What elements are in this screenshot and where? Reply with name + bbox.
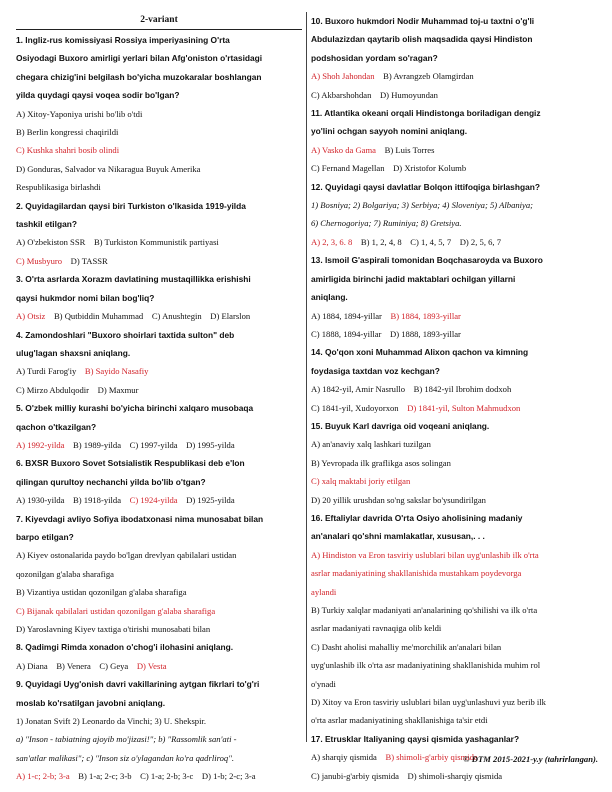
answer-option: D) Xitoy va Eron tasviriy uslublari bilan uyg'unlashuvi yuz berib ilk xyxy=(311,697,546,708)
answer-option: A) Diana B) Venera C) Geya xyxy=(16,660,137,671)
answer-option: C) Mirzo Abdulqodir D) Maxmur xyxy=(16,384,139,395)
answer-options-line xyxy=(311,399,600,417)
correct-answer: A) 1-c; 2-b; 3-a xyxy=(16,771,70,782)
answer-option: A) an'anaviy xalq lashkari tuzilgan xyxy=(311,439,431,450)
correct-answer: A) Hindiston va Eron tasviriy uslublari bilan uyg'unlashib ilk o'rta xyxy=(311,549,539,560)
question-text: 9. Quyidagi Uyg'onish davri vakillarining aytgan fikrlari to'g'ri xyxy=(16,679,260,690)
correct-answer: D) Vesta xyxy=(136,660,167,671)
answer-option: A) 1884, 1894-yillar xyxy=(311,310,391,321)
question-text: barpo etilgan? xyxy=(16,531,74,542)
question-text: podshosidan yordam so'ragan? xyxy=(311,52,438,63)
answer-option: 6) Chernogoriya; 7) Ruminiya; 8) Gretsiya. xyxy=(311,218,462,229)
answer-option: C) 1888, 1894-yillar D) 1888, 1893-yillar xyxy=(311,328,461,339)
answer-option: D) Yaroslavning Kiyev taxtiga o'tirishi munosabati bilan xyxy=(16,624,211,634)
left-column xyxy=(16,12,302,786)
answer-option: D) TASSR xyxy=(62,255,108,266)
answer-option: B) 1-a; 2-c; 3-b C) 1-a; 2-b; 3-c D) 1-b; 2-c; 3-a xyxy=(69,771,256,782)
answer-option: A) Xitoy-Yaponiya urishi bo'lib o'tdi xyxy=(16,108,143,119)
question-text: Osiyodagi Buxoro amirligi yerlari bilan Afg'oniston o'rtasidagi xyxy=(16,53,263,64)
question-text: 8. Qadimgi Rimda xonadon o'chog'i ilohasini aniqlang. xyxy=(16,642,234,653)
answer-options-line xyxy=(311,307,600,325)
answer-option: D) Gonduras, Salvador va Nikaragua Buyuk Amerika xyxy=(16,163,201,174)
answer-option: C) 1841-yil, Xudoyorxon xyxy=(311,402,408,413)
correct-answer: B) shimoli-g'arbiy qismida xyxy=(385,752,478,763)
answer-option: A) Turdi Farog'iy xyxy=(16,366,85,377)
correct-answer: C) Bijanak qabilalari ustidan qozonilgan g'alaba sharafiga xyxy=(16,605,216,616)
answer-option: B) Berlin kongressi chaqirildi xyxy=(16,127,119,138)
answer-option: D) 1925-yilda xyxy=(177,495,235,506)
answer-option: C) Fernand Magellan D) Xristofor Kolumb xyxy=(311,163,467,174)
answer-options-line xyxy=(16,767,302,785)
question-text: 1. Ingliz-rus komissiyasi Rossiya imperiyasining O'rta xyxy=(16,35,230,45)
correct-answer: A) Vasko da Gama xyxy=(311,144,376,155)
question-text: 7. Kiyevdagi avliyo Sofiya ibodatxonasi nima munosabat bilan xyxy=(16,513,264,524)
answer-options-line xyxy=(311,141,600,159)
answer-option: D) 20 yillik urushdan so'ng sakslar bo'ysundirilgan xyxy=(311,494,486,505)
correct-answer: D) 1841-yil, Sulton Mahmudxon xyxy=(407,402,521,413)
right-column xyxy=(311,12,600,785)
correct-answer: aylandi xyxy=(311,586,337,597)
answer-options-line xyxy=(16,307,302,325)
left-question-list xyxy=(16,31,302,786)
answer-option: B) Yevropada ilk graflikga asos solingan xyxy=(311,457,451,468)
answer-option: B) Vizantiya ustidan qozonilgan g'alaba sharafiga xyxy=(16,587,187,598)
answer-option: B) Turkiy xalqlar madaniyati an'analarining qo'shilishi va ilk o'rta xyxy=(311,605,538,615)
answer-options-line xyxy=(311,67,600,85)
answer-options-line xyxy=(16,657,302,675)
answer-option: 1) Jonatan Svift 2) Leonardo da Vinchi; 3) U. Shekspir. xyxy=(16,716,207,727)
question-text: amirligida birinchi jadid maktablari ochilgan yillarni xyxy=(311,273,516,284)
answer-option: 1) Bosniya; 2) Bolgariya; 3) Serbiya; 4) Sloveniya; 5) Albaniya; xyxy=(311,200,534,211)
answer-option: B) Qutbiddin Muhammad C) Anushtegin D) Elarslon xyxy=(45,311,251,322)
answer-option: o'ynadi xyxy=(311,678,336,689)
answer-option: san'atlar malikasi"; c) "Inson siz o'ylagandan ko'ra qadrliroq". xyxy=(16,752,234,763)
question-text: ulug'lagan shaxsni aniqlang. xyxy=(16,347,131,358)
correct-answer: A) Otsiz xyxy=(16,311,46,322)
question-text: Abdulazizdan qaytarib olish maqsadida qaysi Hindiston xyxy=(311,34,533,45)
answer-options-line xyxy=(311,233,600,251)
correct-answer: B) 1884, 1893-yillar xyxy=(390,310,461,321)
question-text: qaysi hukmdor nomi bilan bog'liq? xyxy=(16,292,155,303)
answer-option: B) Avrangzeb Olamgirdan xyxy=(374,71,474,82)
copyright-footer: © DTM 2015-2021-y.y (tahrirlangan). xyxy=(463,754,598,764)
question-text: yilda quydagi qaysi voqea sodir bo'lgan? xyxy=(16,90,180,101)
answer-option: a) "Inson - tabiatning ajoyib mo'jizasi!"; b) "Rassomlik san'ati - xyxy=(16,734,237,745)
answer-options-line xyxy=(16,491,302,509)
answer-option: A) O'zbekiston SSR B) Turkiston Kommunistik partiyasi xyxy=(16,237,219,248)
correct-answer: A) 2, 3, 6. 8 xyxy=(311,236,353,247)
question-text: 15. Buyuk Karl davriga oid voqeani aniqlang. xyxy=(311,420,490,431)
correct-answer: B) Sayido Nasafiy xyxy=(84,366,149,377)
variant-header: 2-variant xyxy=(16,12,302,30)
question-text: 2. Quyidagilardan qaysi biri Turkiston o'lkasida 1919-yilda xyxy=(16,200,246,211)
answer-option: uyg'unlashib ilk o'rta asr madaniyatining shakllanishida muhim rol xyxy=(311,660,541,671)
answer-option: qozonilgan g'alaba sharafiga xyxy=(16,568,114,579)
question-text: 12. Quyidagi qaysi davlatlar Bolqon ittifoqiga birlashgan? xyxy=(311,181,540,192)
question-text: 6. BXSR Buxoro Sovet Sotsialistik Respublikasi deb e'lon xyxy=(16,458,245,469)
answer-options-line xyxy=(16,362,302,380)
answer-option: o'rta asrlar madaniyatining shakllanishiga ta'sir etdi xyxy=(311,715,488,726)
question-text: 13. Ismoil G'aspirali tomonidan Boqchasaroyda va Buxoro xyxy=(311,255,543,266)
correct-answer: A) 1992-yilda xyxy=(16,439,65,450)
question-text: qilingan qurultoy nechanchi yilda bo'lib o'tgan? xyxy=(16,476,206,487)
question-text: chegara chizig'ini belgilash bo'yicha muzokaralar boshlangan xyxy=(16,71,262,82)
answer-option: C) Dasht aholisi mahalliy me'morchilik an'analari bilan xyxy=(311,641,502,652)
answer-option: A) 1930-yilda B) 1918-yilda xyxy=(16,495,130,506)
answer-option: B) 1989-yilda C) 1997-yilda D) 1995-yilda xyxy=(64,439,235,450)
question-text: 5. O'zbek milliy kurashi bo'yicha birinchi xalqaro musobaqa xyxy=(16,403,254,414)
question-text: 11. Atlantika okeani orqali Hindistonga boriladigan dengiz xyxy=(311,108,541,119)
correct-answer: A) Shoh Jahondan xyxy=(311,71,375,82)
correct-answer: C) Kushka shahri bosib olindi xyxy=(16,145,120,156)
correct-answer: asrlar madaniyatining shakllanishida mustahkam poydevorga xyxy=(311,568,522,579)
question-text: 17. Etrusklar Italiyaning qaysi qismida yashaganlar? xyxy=(311,733,520,744)
question-text: tashkil etilgan? xyxy=(16,219,77,230)
column-divider xyxy=(306,12,307,742)
answer-option: Respublikasiga birlashdi xyxy=(16,182,101,193)
answer-option: A) 1842-yil, Amir Nasrullo B) 1842-yil Ibrohim dodxoh xyxy=(311,384,512,395)
answer-options-line xyxy=(16,436,302,454)
question-text: 3. O'rta asrlarda Xorazm davlatining mustaqillikka erishishi xyxy=(16,274,251,285)
answer-option: B) 1, 2, 4, 8 C) 1, 4, 5, 7 D) 2, 5, 6, 7 xyxy=(352,236,502,247)
question-text: yo'lini ochgan sayyoh nomini aniqlang. xyxy=(311,126,468,137)
question-text: 16. Eftaliylar davrida O'rta Osiyo aholisining madaniy xyxy=(311,512,523,523)
correct-answer: C) 1924-yilda xyxy=(129,495,178,506)
answer-option: B) Luis Torres xyxy=(376,144,435,155)
answer-options-line xyxy=(16,252,302,270)
answer-option: C) Akbarshohdan D) Humoyundan xyxy=(311,89,438,100)
question-text: moslab ko'rsatilgan javobni aniqlang. xyxy=(16,697,166,708)
question-text: 10. Buxoro hukmdori Nodir Muhammad toj-u taxtni o'g'li xyxy=(311,16,535,26)
correct-answer: C) Musbyuro xyxy=(16,255,63,266)
question-text: 4. Zamondoshlari "Buxoro shoirlari taxtida sulton" deb xyxy=(16,329,235,340)
correct-answer: C) xalq maktabi joriy etilgan xyxy=(311,476,411,487)
right-question-list xyxy=(311,12,600,785)
answer-option: C) janubi-g'arbiy qismida D) shimoli-sharqiy qismida xyxy=(311,770,503,781)
answer-option: A) Kiyev ostonalarida paydo bo'lgan drevlyan qabilalari ustidan xyxy=(16,550,237,561)
question-text: 14. Qo'qon xoni Muhammad Alixon qachon va kimning xyxy=(311,347,529,358)
answer-option: asrlar madaniyati ravnaqiga olib keldi xyxy=(311,623,442,634)
question-text: qachon o'tkazilgan? xyxy=(16,421,97,432)
question-text: aniqlang. xyxy=(311,292,348,303)
question-text: an'analari qo'shni mamlakatlar, xususan,. . . xyxy=(311,531,485,542)
answer-option: A) sharqiy qismida xyxy=(311,752,386,763)
question-text: foydasiga taxtdan voz kechgan? xyxy=(311,365,440,376)
